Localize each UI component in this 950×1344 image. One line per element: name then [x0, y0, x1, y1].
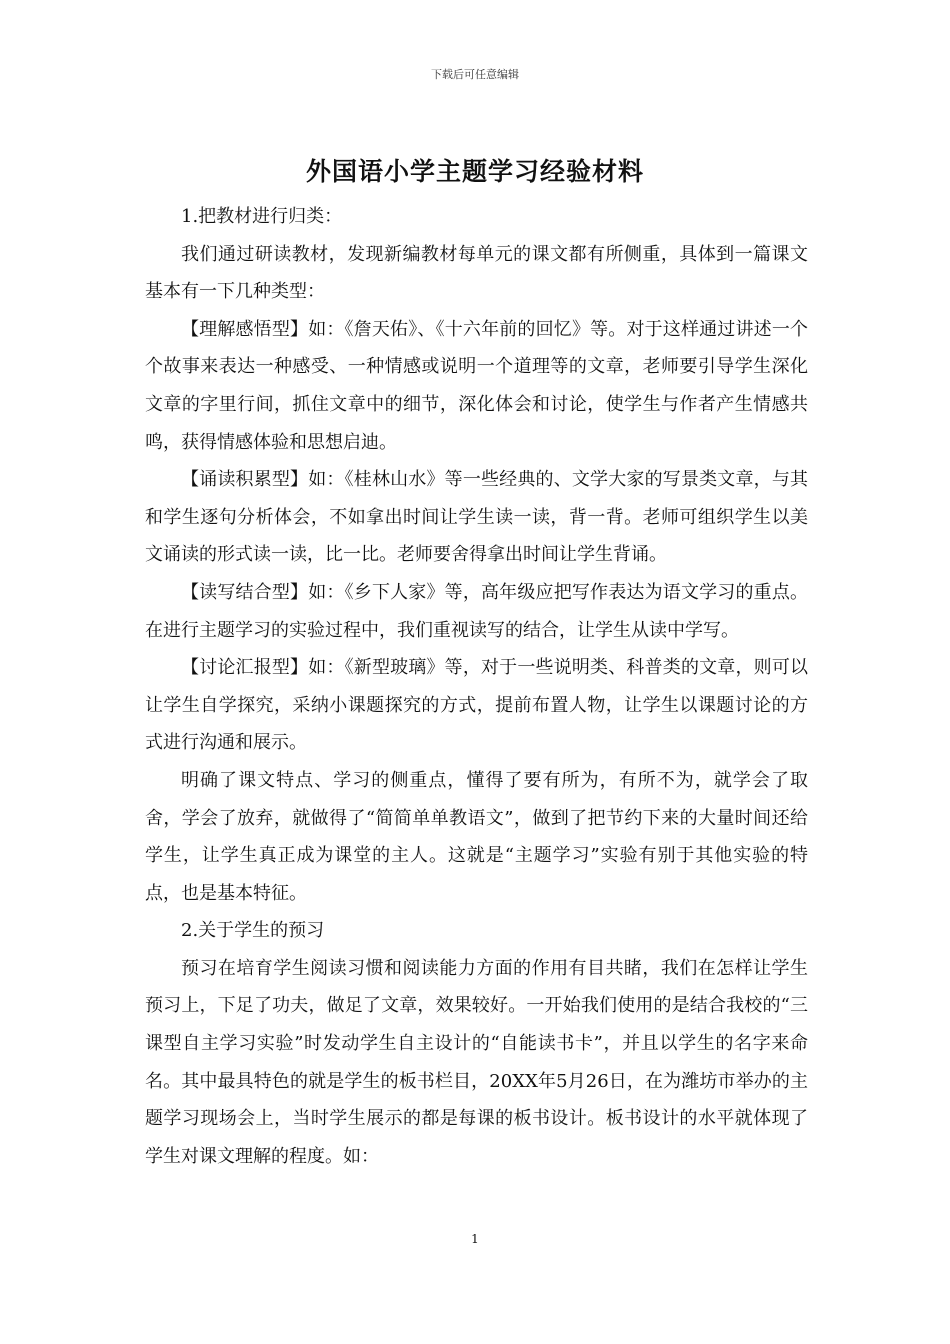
paragraph-intro: 我们通过研读教材，发现新编教材每单元的课文都有所侧重，具体到一篇课文基本有一下几种类型：	[145, 243, 808, 303]
section-heading-1: 1.把教材进行归类：	[181, 206, 343, 227]
header-note: 下载后可任意编辑	[431, 68, 519, 81]
page-number: 1	[471, 1232, 479, 1246]
section-heading-2: 2.关于学生的预习	[181, 920, 325, 942]
paragraph-understanding-type: 【理解感悟型】如：《詹天佑》、《十六年前的回忆》等。对于这样通过讲述一个个故事来表达一种感受、一种情感或说明一个道理等的文章，老师要引导学生深化文章的字里行间，抓住文章中的细节，深化体会和讨论，使学生与作者产生情感共鸣，获得情感体验和思想启迪。	[145, 318, 808, 453]
document-body	[145, 198, 808, 1175]
paragraph-summary: 明确了课文特点、学习的侧重点，懂得了要有所为，有所不为，就学会了取舍，学会了放弃，就做得了“简简单单教语文”，做到了把节约下来的大量时间还给学生，让学生真正成为课堂的主人。这就是“主题学习”实验有别于其他实验的特点，也是基本特征。	[145, 769, 808, 904]
paragraph-preview: 预习在培育学生阅读习惯和阅读能力方面的作用有目共睹，我们在怎样让学生预习上，下足了功夫，做足了文章，效果较好。一开始我们使用的是结合我校的“三课型自主学习实验”时发动学生自主设计的“自能读书卡”，并且以学生的名字来命名。其中最具特色的就是学生的板书栏目，20XX年5月26日，在为潍坊市举办的主题学习现场会上，当时学生展示的都是每课的板书设计。板书设计的水平就体现了学生对课文理解的程度。如：	[145, 957, 808, 1167]
paragraph-reading-writing-type: 【读写结合型】如：《乡下人家》等，高年级应把写作表达为语文学习的重点。在进行主题学习的实验过程中，我们重视读写的结合，让学生从读中学写。	[145, 581, 808, 641]
document-title: 外国语小学主题学习经验材料	[305, 157, 644, 186]
paragraph-discussion-type: 【讨论汇报型】如：《新型玻璃》等，对于一些说明类、科普类的文章，则可以让学生自学探究，采纳小课题探究的方式，提前布置人物，让学生以课题讨论的方式进行沟通和展示。	[145, 657, 808, 754]
paragraph-recitation-type: 【诵读积累型】如：《桂林山水》等一些经典的、文学大家的写景类文章，与其和学生逐句分析体会，不如拿出时间让学生读一读，背一背。老师可组织学生以美文诵读的形式读一读，比一比。老师要舍得拿出时间让学生背诵。	[145, 469, 808, 566]
